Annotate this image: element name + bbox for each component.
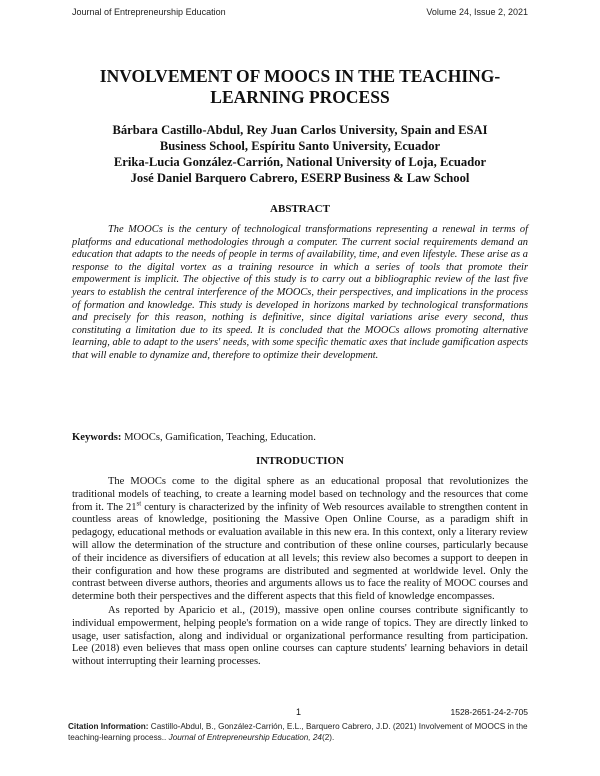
abstract-text: The MOOCs is the century of technological transformations representing a renewal in terms of platforms and educational methodologies through a computer. The current social requirements demand an education that adapts to the needs of people in terms of availability, time, and even lifestyle. These arise as a response to the digital vortex as a training resource in which a series of tools that promote their empowerment is implicit. The objective of this study is to carry out a bibliographic review of the last five years to establish the central interference of the MOOCs, their perspectives, and implications in the process of formation and knowledge. This study is developed in horizons marked by technological transformations and precisely for this reason, nothing is definitive, since digital variations arise every second, thus constituting a limitation due to its speed. It is concluded that the MOOCs allows promoting alternative learning, able to adapt to the users' needs, with some specific thematic axes that include gamification aspects that will enable to dynamize and, therefore to optimize their development. xyxy=(72,224,528,361)
author-line: José Daniel Barquero Cabrero, ESERP Business & Law School xyxy=(130,171,470,185)
author-line: Business School, Espíritu Santo University, Ecuador xyxy=(159,139,441,153)
introduction-heading: INTRODUCTION xyxy=(255,455,344,467)
author-line: Erika-Lucia González-Carrión, National University of Loja, Ecuador xyxy=(113,155,487,169)
citation-information xyxy=(68,722,530,743)
running-header-journal: Journal of Entrepreneurship Education xyxy=(72,7,226,17)
keywords-label: Keywords: xyxy=(72,432,122,443)
author-line: Bárbara Castillo-Abdul, Rey Juan Carlos University, Spain and ESAI xyxy=(112,123,488,137)
intro-p1-part-b: century is characterized by the infinity of Web resources available to strengthen content in countless areas of knowledge, positioning the Massive Open Online Course, as a paradigm shift in pedagogy, educational methods or evaluation available in this new era. In this context, only a literary review will allow the determination of the structure and contribution of these online courses, particularly because of their incidence as diversifiers of education at all levels; this review also becomes a support to deepen in their configuration and how these programs are distributed and segmented at worldwide level. Only the contrast between diverse authors, theories and arguments allows us to face the reality of MOOC courses and determine both their perspectives and the different aspects that this field of knowledge encompasses. xyxy=(72,501,528,603)
citation-journal: Journal of Entrepreneurship Education, 24 xyxy=(168,732,322,742)
page-number: 1 xyxy=(296,707,302,717)
intro-p1-superscript: st xyxy=(136,499,142,508)
issn-code: 1528-2651-24-2-705 xyxy=(450,707,528,717)
citation-text: Castillo-Abdul, B., González-Carrión, E.L., Barquero Cabrero, J.D. (2021) Involvement of MOOCS in the teaching-learning process.. xyxy=(68,722,528,742)
keywords xyxy=(72,432,528,443)
running-header-volume: Volume 24, Issue 2, 2021 xyxy=(426,7,528,17)
paper-title: INVOLVEMENT OF MOOCS IN THE TEACHING-LEARNING PROCESS xyxy=(99,66,501,107)
abstract-heading: ABSTRACT xyxy=(270,203,330,215)
keywords-list: MOOCs, Gamification, Teaching, Education. xyxy=(121,432,316,443)
intro-p1-part-a: The MOOCs come to the digital sphere as an educational proposal that revolutionizes the traditional models of teaching, to create a learning model based on technology and the resources that come from it. The 21 xyxy=(72,476,528,513)
citation-label: Citation Information: xyxy=(68,722,149,731)
citation-issue: (2). xyxy=(321,732,335,742)
intro-paragraph-2: As reported by Aparicio et al., (2019), massive open online courses contribute significantly to individual empowerment, helping people's formation on a wide range of topics. They are directly linked to usage, user satisfaction, along and individual or organizational performance resulting from participation. Lee (2018) even believes that mass open online courses can capture students' learning behaviors in detail without interrupting their learning processes. xyxy=(72,605,528,668)
author-block xyxy=(72,122,528,186)
intro-paragraph-1 xyxy=(72,476,528,604)
